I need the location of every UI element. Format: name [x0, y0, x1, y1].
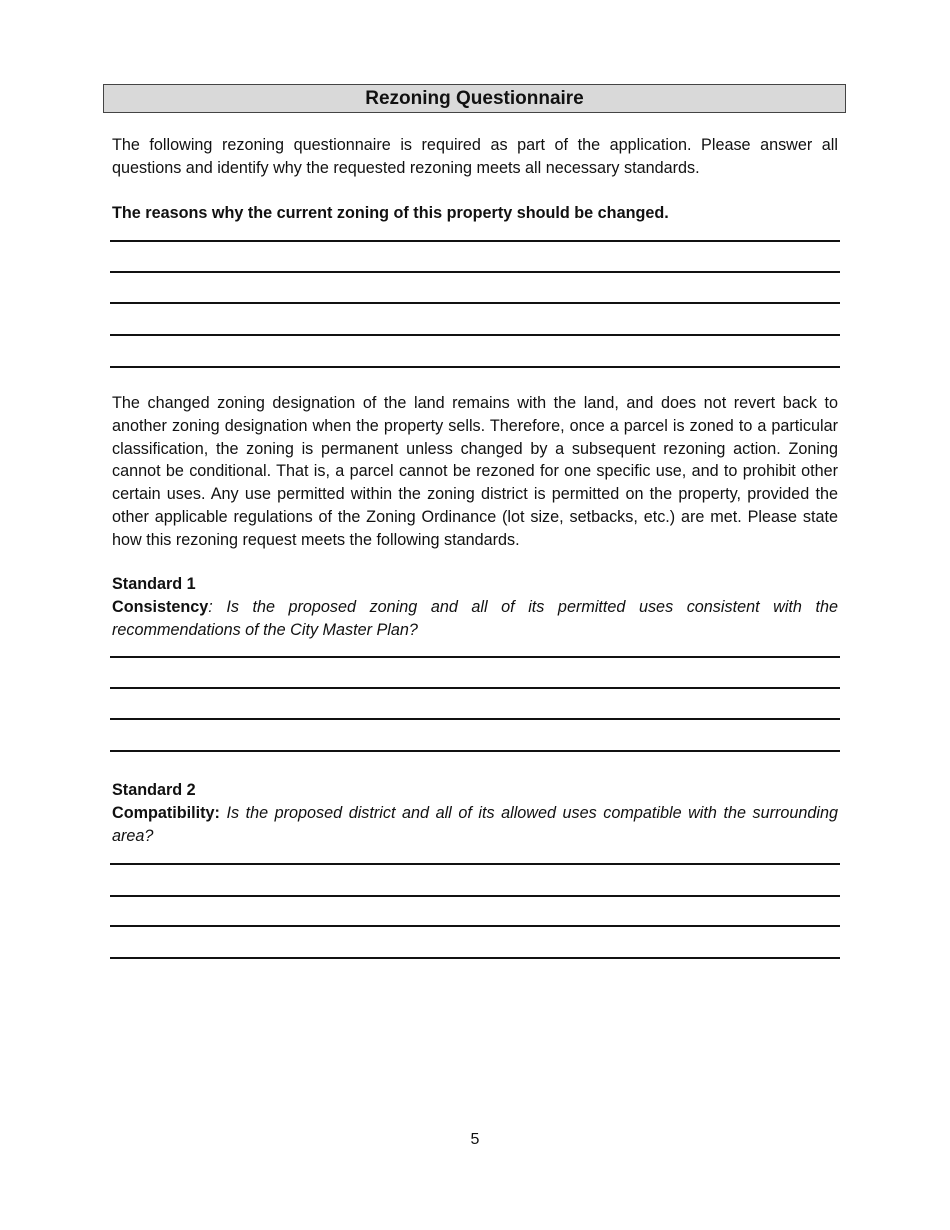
intro-paragraph: The following rezoning questionnaire is required as part of the application. Please answer all questions and identify why the requested rezoning meets all necessary standards. — [112, 136, 838, 177]
standard2-label: Compatibility: — [112, 804, 220, 822]
answer-line[interactable] — [110, 863, 840, 865]
answer-line[interactable] — [110, 271, 840, 273]
answer-line[interactable] — [110, 687, 840, 689]
answer-line[interactable] — [110, 957, 840, 959]
answer-line[interactable] — [110, 925, 840, 927]
answer-line[interactable] — [110, 334, 840, 336]
page-title: Rezoning Questionnaire — [103, 84, 846, 113]
answer-line[interactable] — [110, 656, 840, 658]
answer-line[interactable] — [110, 895, 840, 897]
standard1-label: Consistency — [112, 598, 209, 616]
standard1-heading: Standard 1 — [112, 575, 196, 593]
reasons-prompt: The reasons why the current zoning of this property should be changed. — [112, 204, 669, 222]
standard2-question-text: Is the proposed district and all of its allowed uses compatible with the surrounding area? — [112, 804, 838, 845]
answer-line[interactable] — [110, 240, 840, 242]
answer-line[interactable] — [110, 302, 840, 304]
answer-line[interactable] — [110, 718, 840, 720]
page-number: 5 — [470, 1131, 480, 1148]
answer-line[interactable] — [110, 366, 840, 368]
standard2-question — [112, 802, 838, 848]
standard1-question-text: : Is the proposed zoning and all of its permitted uses consistent with the recommendations of the City Master Plan? — [112, 598, 838, 639]
answer-line[interactable] — [110, 750, 840, 752]
standard2-heading: Standard 2 — [112, 781, 196, 799]
standard1-question — [112, 596, 838, 642]
info-paragraph: The changed zoning designation of the land remains with the land, and does not revert back to another zoning designation when the property sells. Therefore, once a parcel is zoned to a particular classification, the zoning is permanent unless changed by a subsequent rezoning action. Zoning cannot be conditional. That is, a parcel cannot be rezoned for one specific use, and to prohibit other certain uses. Any use permitted within the zoning district is permitted on the property, provided the other applicable regulations of the Zoning Ordinance (lot size, setbacks, etc.) are met. Please state how this rezoning request meets the following standards. — [112, 394, 838, 549]
